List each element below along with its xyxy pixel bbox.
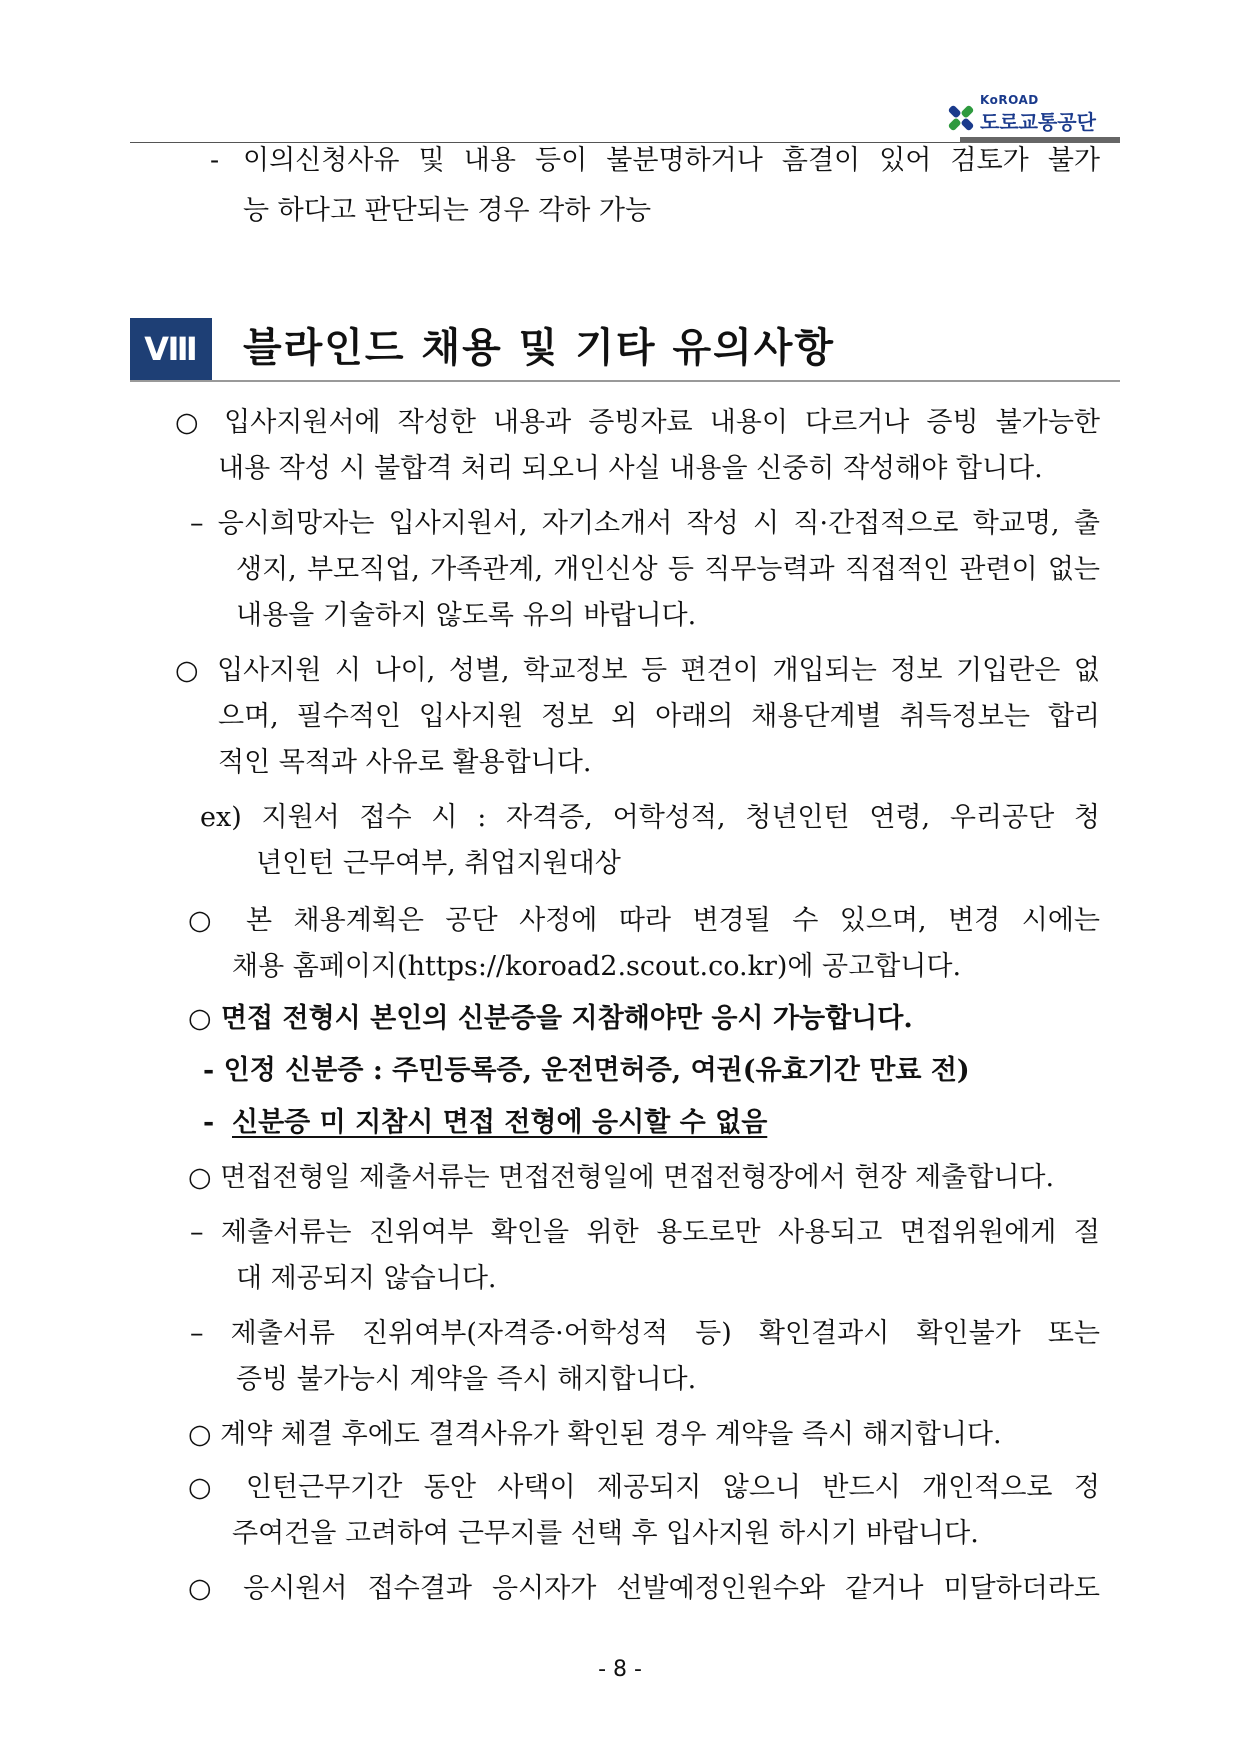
logo-clover-icon xyxy=(944,101,978,135)
page-number: - 8 - xyxy=(598,1657,642,1682)
logo-english-text: KoROAD xyxy=(980,93,1039,107)
p5-line-2: 채용 홈페이지(https://koroad2.scout.co.kr)에 공고합니다. xyxy=(232,951,962,982)
logo-korean-text: 도로교통공단 xyxy=(980,110,1096,134)
p4-line-1: ex) 지원서 접수 시 : 자격증, 어학성적, 청년인턴 연령, 우리공단 청 xyxy=(200,802,1100,833)
p12-line-1: ○ 응시원서 접수결과 응시자가 선발예정인원수와 같거나 미달하더라도 xyxy=(188,1573,1100,1604)
p3-line-3: 적인 목적과 사유로 활용합니다. xyxy=(218,747,592,778)
p1-line-2: 내용 작성 시 불합격 처리 되오니 사실 내용을 신중히 작성해야 합니다. xyxy=(218,453,1043,484)
p7-line-1: ○ 면접전형일 제출서류는 면접전형일에 면접전형장에서 현장 제출합니다. xyxy=(188,1162,1055,1193)
p6-line-1: ○ 면접 전형시 본인의 신분증을 지참해야만 응시 가능합니다. xyxy=(188,1003,913,1034)
p10-line-1: ○ 계약 체결 후에도 결격사유가 확인된 경우 계약을 즉시 해지합니다. xyxy=(188,1419,1002,1450)
p2-line-2: 생지, 부모직업, 가족관계, 개인신상 등 직무능력과 직접적인 관련이 없는 xyxy=(236,554,1100,585)
p9-line-1: – 제출서류 진위여부(자격증·어학성적 등) 확인결과시 확인불가 또는 xyxy=(190,1318,1100,1349)
intro-line-2: 능 하다고 판단되는 경우 각하 가능 xyxy=(243,195,652,226)
p6-line-3-dash: - xyxy=(203,1107,215,1138)
p11-line-2: 주여건을 고려하여 근무지를 선택 후 입사지원 하시기 바랍니다. xyxy=(232,1518,979,1549)
p6-line-3: 신분증 미 지참시 면접 전형에 응시할 수 없음 xyxy=(232,1107,768,1138)
intro-line-1-text: 이의신청사유 및 내용 등이 불분명하거나 흠결이 있어 검토가 불가 xyxy=(243,145,1100,176)
p8-line-1: – 제출서류는 진위여부 확인을 위한 용도로만 사용되고 면접위원에게 절 xyxy=(190,1217,1100,1248)
p2-line-1: – 응시희망자는 입사지원서, 자기소개서 작성 시 직·간접적으로 학교명, 출 xyxy=(190,508,1100,539)
p3-line-2: 으며, 필수적인 입사지원 정보 외 아래의 채용단계별 취득정보는 합리 xyxy=(218,701,1100,732)
p6-line-2: - 인정 신분증 : 주민등록증, 운전면허증, 여권(유효기간 만료 전) xyxy=(203,1055,970,1086)
p3-line-1: ○ 입사지원 시 나이, 성별, 학교정보 등 편견이 개입되는 정보 기입란은 없 xyxy=(175,655,1100,686)
p2-line-3: 내용을 기술하지 않도록 유의 바랍니다. xyxy=(236,600,697,631)
p4-line-2: 년인턴 근무여부, 취업지원대상 xyxy=(256,848,621,879)
section-underline xyxy=(130,380,1120,382)
intro-line-1 xyxy=(243,143,1100,179)
section-title: 블라인드 채용 및 기타 유의사항 xyxy=(243,325,836,371)
intro-dash: - xyxy=(210,145,220,176)
p11-line-1: ○ 인턴근무기간 동안 사택이 제공되지 않으니 반드시 개인적으로 정 xyxy=(188,1472,1100,1503)
koroad-logo xyxy=(944,93,1122,139)
p9-line-2: 증빙 불가능시 계약을 즉시 해지합니다. xyxy=(236,1364,697,1395)
p8-line-2: 대 제공되지 않습니다. xyxy=(236,1263,497,1294)
p5-line-1: ○ 본 채용계획은 공단 사정에 따라 변경될 수 있으며, 변경 시에는 xyxy=(188,905,1100,936)
p1-line-1: ○ 입사지원서에 작성한 내용과 증빙자료 내용이 다르거나 증빙 불가능한 xyxy=(175,407,1100,438)
section-number-badge: Ⅷ xyxy=(130,318,212,380)
